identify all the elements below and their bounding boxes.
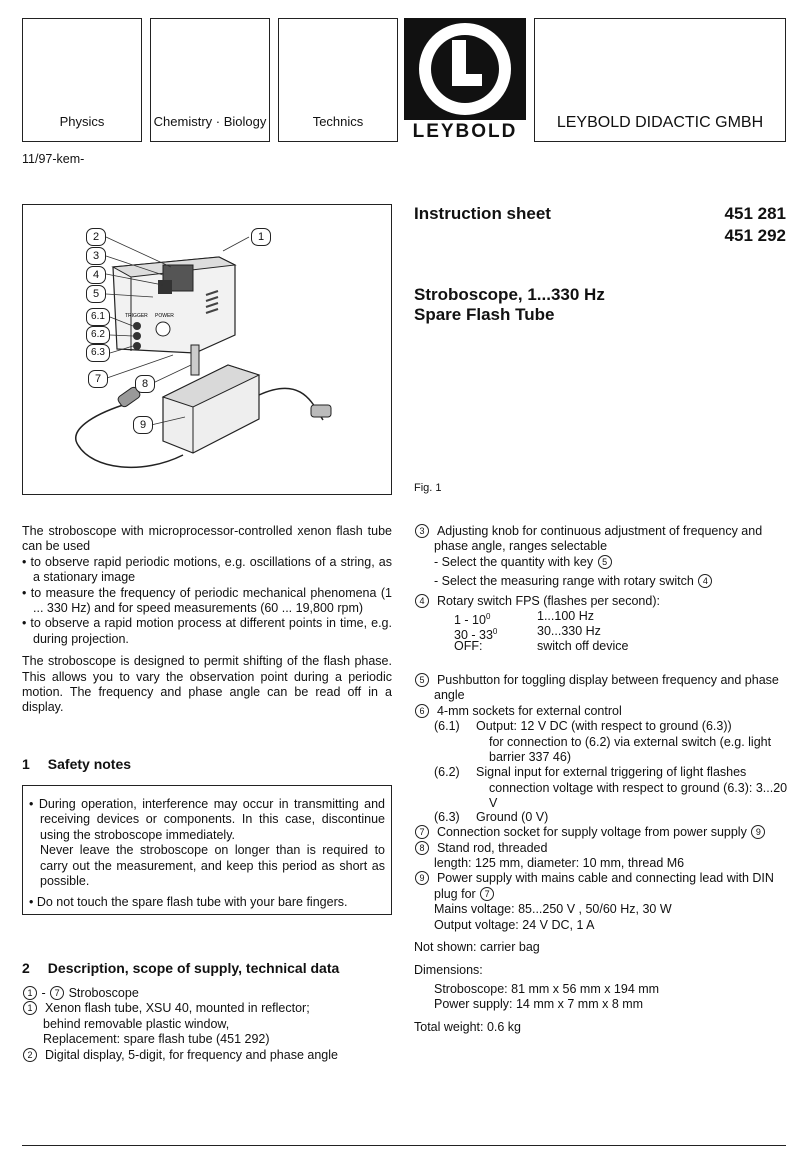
- intro-bullet-1-text: to observe rapid periodic motions, e.g. oscillations of a string, as a stationary image: [30, 554, 392, 585]
- item-marker: 5: [415, 673, 429, 687]
- item-2-text: Digital display, 5-digit, for frequency and phase angle: [44, 1047, 338, 1062]
- socket-6-1-id: (6.1): [434, 719, 460, 734]
- description-heading: [22, 960, 339, 976]
- item-marker: 7: [50, 986, 64, 1000]
- figure-label-1: 1: [251, 228, 271, 246]
- intro-paragraph-1: The stroboscope with microprocessor-controlled xenon flash tube can be used: [22, 524, 392, 554]
- item-1-text: Xenon flash tube, XSU 40, mounted in reflector;: [44, 1001, 310, 1016]
- figure-label-4: 4: [86, 266, 106, 284]
- item-1-line-2: behind removable plastic window,: [43, 1016, 230, 1031]
- item-4-text: Rotary switch FPS (flashes per second):: [436, 593, 660, 608]
- document-ref: 11/97-kem-: [22, 152, 85, 166]
- item-9-text: Power supply with mains cable and connecting lead with DIN plug for: [434, 871, 774, 901]
- item-8-line-2: length: 125 mm, diameter: 10 mm, thread M6: [434, 856, 685, 871]
- safety-bullet-2: • Do not touch the spare flash tube with your bare fingers.: [29, 895, 348, 910]
- header-technics-label: Technics: [312, 114, 364, 129]
- item-3-step-2: [414, 574, 786, 589]
- power-label: POWER: [155, 313, 174, 319]
- fps-row-2-sup: 0: [492, 627, 498, 637]
- safety-number: 1: [22, 756, 30, 772]
- intro-bullet-2: • to measure the frequency of periodic mechanical phenomena (1 ... 330 Hz) and for speed measurements (60 ... 19,800 rpm): [22, 585, 392, 616]
- sockets-table: [414, 719, 786, 825]
- item-marker: 6: [415, 704, 429, 718]
- item-marker: 8: [415, 841, 429, 855]
- description-title: Description, scope of supply, technical data: [47, 960, 340, 976]
- right-column: [414, 524, 786, 1035]
- item-marker: 7: [480, 887, 494, 901]
- figure-label-3: 3: [86, 247, 106, 265]
- item-marker: 2: [23, 1048, 37, 1062]
- product-title-2: Spare Flash Tube: [414, 305, 555, 324]
- item-8-text: Stand rod, threaded: [436, 840, 548, 855]
- total-weight: Total weight: 0.6 kg: [414, 1019, 522, 1034]
- item-3-step-1-text: - Select the quantity with key: [434, 554, 594, 569]
- figure-label-8: 8: [135, 375, 155, 393]
- dimension-power-supply: Power supply: 14 mm x 7 mm x 8 mm: [434, 997, 644, 1012]
- intro-bullet-2-text: to measure the frequency of periodic mechanical phenomena (1 ... 330 Hz) and for speed measurements (60 ... 19,800 rpm): [30, 585, 392, 616]
- fps-row-2-a: 30 - 33: [454, 628, 493, 643]
- safety-bullet-2-text: Do not touch the spare flash tube with your bare fingers.: [36, 895, 348, 910]
- sheet-title: Instruction sheet: [414, 204, 551, 223]
- item-9-line-2: Mains voltage: 85...250 V , 50/60 Hz, 30 W: [434, 902, 672, 917]
- safety-bullet-1-cont: Never leave the stroboscope on longer than is required to carry out the measurement, and keep this period as short as possible.: [40, 843, 385, 889]
- socket-6-3-desc: Ground (0 V): [476, 810, 549, 825]
- item-3-step-1: [414, 555, 786, 570]
- intro-bullet-3-text: to observe a rapid motion process at different points in time, e.g. during projection.: [30, 616, 392, 646]
- item-1: [22, 1001, 392, 1016]
- header-physics-label: Physics: [59, 114, 105, 129]
- item-1-line-3: Replacement: spare flash tube (451 292): [43, 1032, 270, 1047]
- item-2: [22, 1048, 392, 1063]
- safety-bullet-1-text: During operation, interference may occur in transmitting and receiving devices or components. In this case, discontinue using the stroboscope immediately.: [38, 797, 385, 842]
- safety-title: Safety notes: [47, 756, 132, 772]
- figure-label-6-3: 6.3: [86, 344, 110, 362]
- intro-paragraph-2: The stroboscope is designed to permit shifting of the flash phase. This allows you to vary the observation point during a periodic motion. The frequency and phase angle can be read off in a display.: [22, 654, 392, 715]
- company-name: LEYBOLD DIDACTIC GMBH: [556, 114, 764, 131]
- item-7: [414, 825, 786, 840]
- fps-table: [414, 609, 786, 655]
- item-9: [414, 871, 786, 902]
- item-7-text: Connection socket for supply voltage from power supply: [436, 825, 747, 840]
- figure-label-6-2: 6.2: [86, 326, 110, 344]
- item-3: [414, 524, 786, 555]
- product-title-1: Stroboscope, 1...330 Hz: [414, 285, 605, 304]
- header-chemistry-label: Chemistry · Biology: [153, 114, 267, 129]
- safety-box: [22, 785, 392, 915]
- figure-label-6-1: 6.1: [86, 308, 110, 326]
- fps-row-1-sup: 0: [485, 612, 491, 622]
- socket-6-2-desc: Signal input for external triggering of light flashes connection voltage with respect to ground (6.3): 3...20 V: [476, 765, 788, 811]
- item-5-text: Pushbutton for toggling display between frequency and phase angle: [434, 673, 779, 703]
- item-marker: 4: [415, 594, 429, 608]
- fps-row-3-range: OFF:: [454, 639, 483, 654]
- fps-row-1-a: 1 - 10: [454, 613, 486, 628]
- item-5: [414, 673, 786, 704]
- catalog-number-2: 451 292: [724, 226, 786, 245]
- socket-6-3-id: (6.3): [434, 810, 460, 825]
- stroboscope-illustration: [23, 205, 391, 494]
- item-8: [414, 841, 786, 856]
- leybold-logo: [404, 18, 526, 142]
- trigger-label: TRIGGER: [125, 313, 148, 319]
- dimensions-label: Dimensions:: [414, 962, 483, 977]
- item-4: [414, 594, 786, 609]
- figure-label-9: 9: [133, 416, 153, 434]
- item-3-step-2-text: - Select the measuring range with rotary switch: [434, 574, 694, 589]
- header-box-technics: [278, 18, 398, 142]
- figure-1: [22, 204, 392, 495]
- fps-row-2-value: 30...330 Hz: [537, 624, 601, 639]
- scope-text: Stroboscope: [68, 986, 139, 1000]
- footer-rule: [22, 1145, 786, 1146]
- intro-bullet-3: • to observe a rapid motion process at different points in time, e.g. during projection.: [22, 616, 392, 646]
- item-marker: 9: [751, 825, 765, 839]
- header-box-physics: [22, 18, 142, 142]
- item-marker: 5: [598, 555, 612, 569]
- scope-range: [22, 986, 392, 1001]
- socket-6-1-line-2: for connection to (6.2) via external switch (e.g. light barrier 337 46): [489, 734, 772, 765]
- intro-section: [22, 524, 392, 716]
- item-6: [414, 704, 786, 719]
- item-marker: 1: [23, 1001, 37, 1015]
- item-3-text: Adjusting knob for continuous adjustment of frequency and phase angle, ranges selectable: [434, 524, 763, 554]
- header-box-company: [534, 18, 786, 142]
- figure-caption: Fig. 1: [414, 482, 442, 494]
- fps-row-1-value: 1...100 Hz: [537, 609, 594, 624]
- item-6-text: 4-mm sockets for external control: [436, 703, 622, 718]
- safety-bullet-1: • During operation, interference may occur in transmitting and receiving devices or components. In this case, discontinue using the stroboscope immediately.: [29, 797, 385, 842]
- item-marker: 7: [415, 825, 429, 839]
- item-marker: 9: [415, 871, 429, 885]
- item-marker: 1: [23, 986, 37, 1000]
- description-list: [22, 986, 392, 1063]
- figure-label-2: 2: [86, 228, 106, 246]
- intro-bullet-1: • to observe rapid periodic motions, e.g. oscillations of a string, as a stationary image: [22, 554, 392, 585]
- header-box-chemistry: [150, 18, 270, 142]
- safety-heading: [22, 756, 131, 772]
- dimension-stroboscope: Stroboscope: 81 mm x 56 mm x 194 mm: [434, 981, 660, 996]
- figure-label-7: 7: [88, 370, 108, 388]
- catalog-number-1: 451 281: [724, 204, 786, 223]
- item-9-line-3: Output voltage: 24 V DC, 1 A: [434, 917, 595, 932]
- item-marker: 3: [415, 524, 429, 538]
- item-marker: 4: [698, 574, 712, 588]
- fps-row-3-value: switch off device: [537, 639, 629, 654]
- socket-6-1-desc: [476, 719, 786, 765]
- not-shown-note: Not shown: carrier bag: [414, 940, 540, 955]
- socket-6-2-id: (6.2): [434, 765, 460, 780]
- range-separator: -: [38, 986, 50, 1000]
- logo-wordmark: LEYBOLD: [412, 121, 518, 142]
- description-number: 2: [22, 960, 30, 976]
- figure-label-5: 5: [86, 285, 106, 303]
- socket-6-1-line-1: Output: 12 V DC (with respect to ground (6.3)): [476, 719, 732, 734]
